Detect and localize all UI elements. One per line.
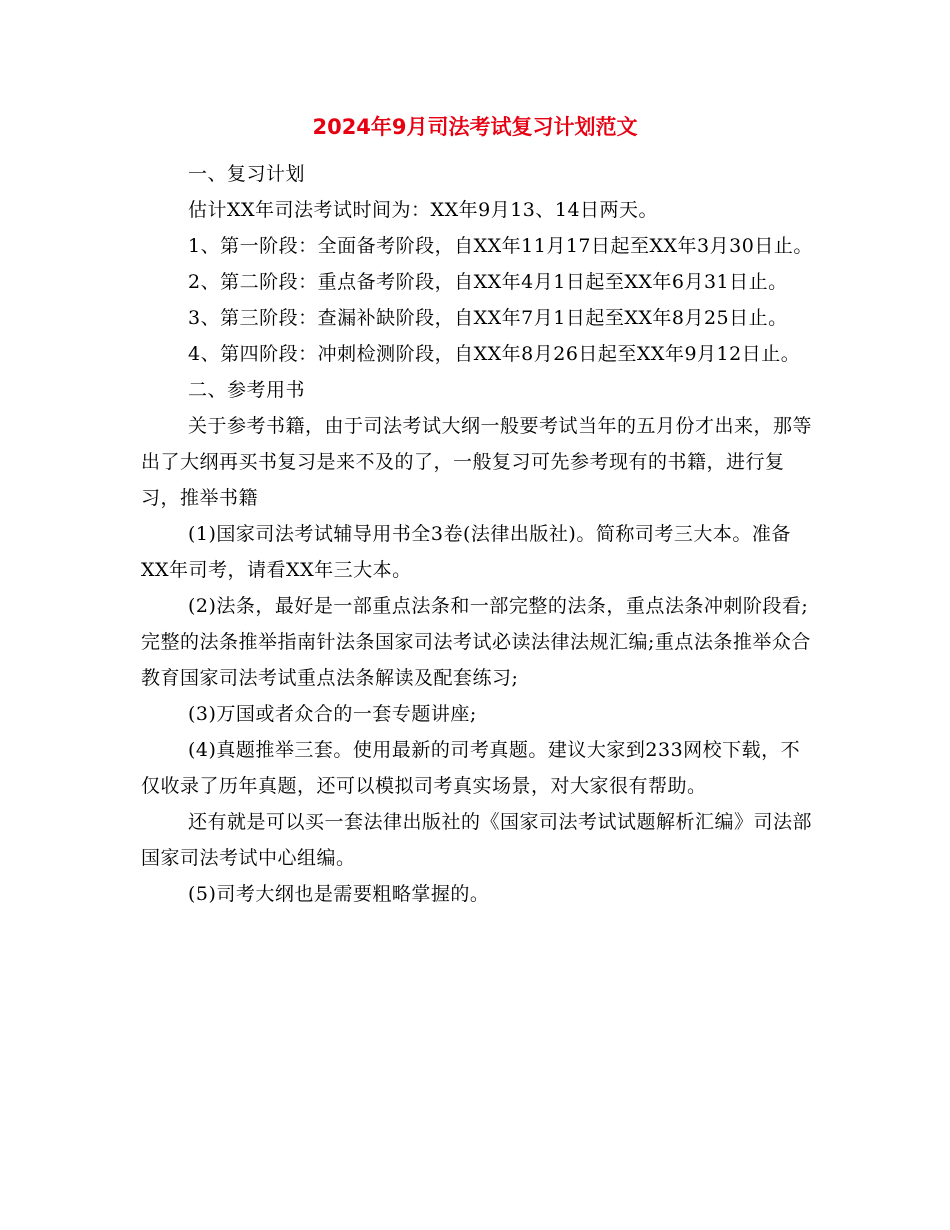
heading-review-plan: 一、复习计划 bbox=[188, 163, 306, 185]
paragraph-stage-4: 4、第四阶段：冲刺检测阶段，自XX年8月26日起至XX年9月12日止。 bbox=[188, 343, 801, 365]
paragraph-book-2: (2)法条，最好是一部重点法条和一部完整的法条，重点法条冲刺阶段看;完整的法条推举指南针法条国家司法考试必读法律法规汇编;重点法条推举众合教育国家司法考试重点法条解读及配套练习; bbox=[141, 595, 811, 689]
paragraph-stage-3: 3、第三阶段：查漏补缺阶段，自XX年7月1日起至XX年8月25日止。 bbox=[188, 307, 788, 329]
paragraph-book-extra: 还有就是可以买一套法律出版社的《国家司法考试试题解析汇编》司法部国家司法考试中心组编。 bbox=[141, 811, 813, 869]
paragraph-stage-1: 1、第一阶段：全面备考阶段，自XX年11月17日起至XX年3月30日止。 bbox=[188, 235, 813, 257]
paragraph-book-3: (3)万国或者众合的一套专题讲座; bbox=[188, 703, 477, 725]
paragraph-stage-2: 2、第二阶段：重点备考阶段，自XX年4月1日起至XX年6月31日止。 bbox=[188, 271, 788, 293]
document-body bbox=[141, 156, 817, 912]
paragraph-book-4: (4)真题推举三套。使用最新的司考真题。建议大家到233网校下载，不仅收录了历年真题，还可以模拟司考真实场景，对大家很有帮助。 bbox=[141, 739, 801, 797]
paragraph-book-5: (5)司考大纲也是需要粗略掌握的。 bbox=[188, 883, 490, 905]
paragraph-exam-date: 估计XX年司法考试时间为：XX年9月13、14日两天。 bbox=[188, 199, 659, 221]
paragraph-book-1: (1)国家司法考试辅导用书全3卷(法律出版社)。简称司考三大本。准备XX年司考，请看XX年三大本。 bbox=[141, 523, 791, 581]
heading-reference-books: 二、参考用书 bbox=[188, 379, 306, 401]
document-title: 2024年9月司法考试复习计划范文 bbox=[312, 115, 638, 139]
paragraph-books-intro: 关于参考书籍，由于司法考试大纲一般要考试当年的五月份才出来，那等出了大纲再买书复习是来不及的了，一般复习可先参考现有的书籍，进行复习，推举书籍 bbox=[141, 415, 813, 509]
